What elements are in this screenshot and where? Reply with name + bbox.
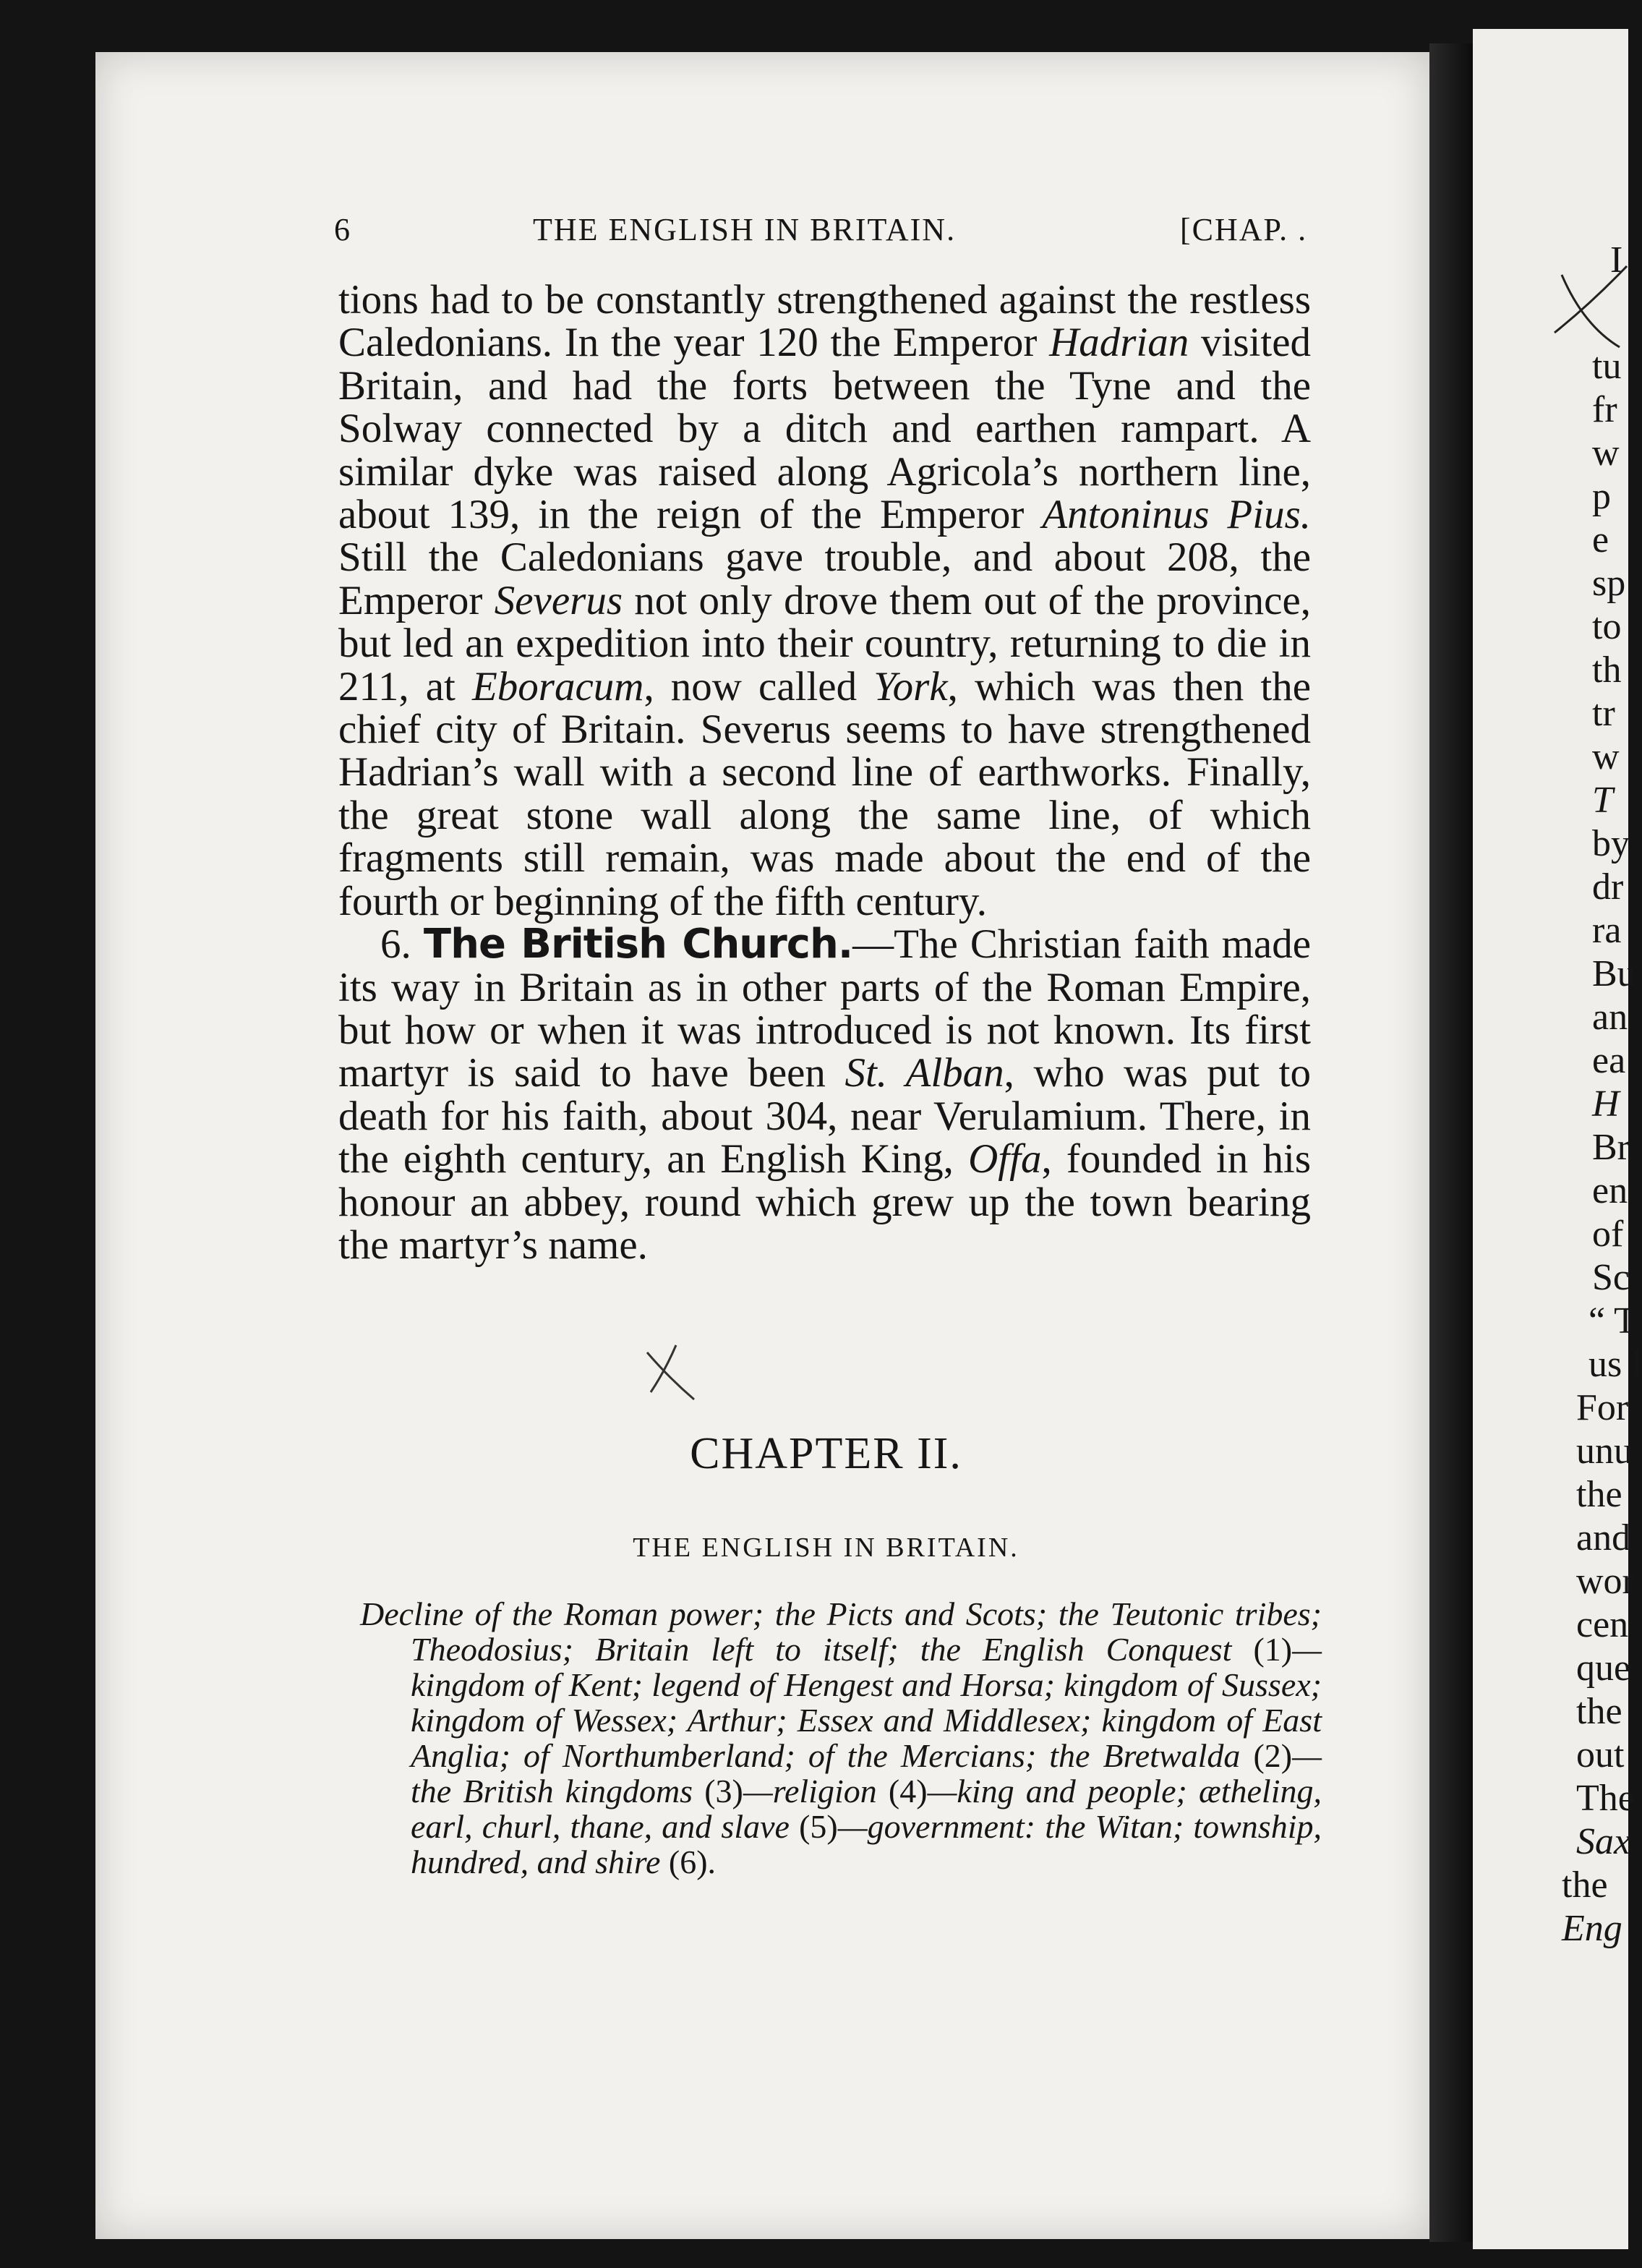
running-title: THE ENGLISH IN BRITAIN. xyxy=(533,212,957,247)
facing-page-fragment: an xyxy=(1592,997,1628,1038)
facing-page-fragment: tu xyxy=(1592,346,1622,387)
facing-page-fragment: wor xyxy=(1576,1561,1635,1602)
facing-page-fragment: Sax xyxy=(1576,1821,1631,1862)
text-run: visited Britain, and had the forts between the Tyne and the Solway connected by a ditch and earthen rampart. A similar dyke was raised along Agricola’s northern line, about 139, in the reign of the Emperor xyxy=(338,320,1311,538)
paragraph-roman-walls xyxy=(338,278,1311,923)
facing-page-fragment: cen xyxy=(1576,1604,1629,1645)
facing-page-fragment: que xyxy=(1576,1647,1631,1689)
name-hadrian: Hadrian xyxy=(1049,320,1189,366)
text-run: —the British kingdoms xyxy=(411,1737,1322,1809)
facing-page-fragment: I xyxy=(1610,239,1623,281)
chapter-title: CHAPTER II. xyxy=(690,1429,962,1478)
facing-page-fragment: the xyxy=(1576,1691,1622,1732)
section-heading: The British Church. xyxy=(423,921,853,968)
facing-page-fragment: sp xyxy=(1592,563,1626,604)
facing-page-fragment: of xyxy=(1592,1214,1624,1255)
facing-page-fragment: w xyxy=(1592,736,1620,777)
pencil-x-mark-icon xyxy=(1547,260,1628,354)
facing-page-fragment: fr xyxy=(1592,389,1617,430)
name-antoninus-pius: Antoninus Pius. xyxy=(1042,492,1312,538)
section-ref: (2) xyxy=(1253,1737,1293,1774)
facing-page-fragment: th xyxy=(1592,649,1622,691)
name-st-alban: St. Alban xyxy=(844,1050,1004,1096)
text-run: —religion xyxy=(743,1773,889,1809)
body-text xyxy=(338,278,1311,1266)
facing-page-fragment: e xyxy=(1592,519,1609,560)
page-header xyxy=(334,211,1346,262)
name-york: York xyxy=(873,663,948,709)
section-british-church xyxy=(338,923,1311,1266)
text-run: tions had to be constantly strengthened against the restless Caledonians. In the year 120 the Emperor xyxy=(338,277,1311,366)
facing-page-fragment: ra xyxy=(1592,910,1622,951)
section-number: 6. xyxy=(380,921,411,968)
page-number: 6 xyxy=(334,212,351,247)
facing-page-fragment: H xyxy=(1592,1083,1620,1125)
facing-page-fragment: dr xyxy=(1592,866,1624,908)
text-run: Decline of the Roman power; the Picts and Scots; the Teutonic tribes; Theodosius; Britain left to itself; the English Conquest xyxy=(360,1595,1322,1668)
facing-page-fragment: the xyxy=(1576,1474,1622,1515)
facing-page-fragment: the xyxy=(1562,1864,1608,1906)
facing-page-fragment: to xyxy=(1592,606,1622,647)
facing-page-fragment: by xyxy=(1592,823,1630,864)
name-eboracum: Eboracum xyxy=(471,663,644,709)
text-run: , founded in his honour an abbey, round which grew up the town bearing the martyr’s name. xyxy=(338,1136,1311,1268)
facing-page-fragment: and xyxy=(1576,1517,1631,1559)
page-gutter xyxy=(1429,43,1473,2242)
section-ref: (4) xyxy=(888,1773,928,1809)
facing-page-fragment: w xyxy=(1592,432,1620,474)
text-run: —kingdom of Kent; legend of Hengest and Horsa; kingdom of Sussex; kingdom of Wessex; Arthur; Essex and Middlesex; kingdom of East Anglia; of Northumberland; of the Mercians; the Bretwalda xyxy=(411,1631,1322,1774)
name-severus: Severus xyxy=(494,577,623,623)
facing-page-fragment: p xyxy=(1592,476,1611,517)
facing-page-fragment: Eng xyxy=(1562,1908,1622,1949)
section-ref: (5) xyxy=(799,1808,838,1845)
text-run: —government: the Witan; township, hundred, and shire xyxy=(411,1808,1322,1880)
facing-page-fragment: us l xyxy=(1588,1344,1642,1385)
facing-page-fragment: ea xyxy=(1592,1040,1626,1081)
chapter-synopsis xyxy=(360,1596,1322,1880)
section-ref: (6) xyxy=(668,1843,708,1880)
chapter-marker: [CHAP. . xyxy=(1180,212,1308,247)
chapter-subtitle: THE ENGLISH IN BRITAIN. xyxy=(633,1532,1019,1563)
text-run: —king and people; ætheling, earl, churl, thane, and slave xyxy=(411,1773,1322,1845)
text-run: —The Christian faith made its way in Britain as in other parts of the Roman Empire, but how or when it was introduced is not known. Its first martyr is said to have been xyxy=(338,921,1312,1096)
facing-page-fragment: Sc xyxy=(1592,1257,1630,1298)
name-offa: Offa xyxy=(968,1136,1042,1182)
facing-page-edge xyxy=(1473,29,1642,2249)
text-run: . xyxy=(707,1843,717,1880)
facing-page-fragment: “ T xyxy=(1588,1300,1637,1342)
text-run: , now called xyxy=(643,663,874,709)
facing-page-fragment: For xyxy=(1576,1387,1629,1428)
facing-page-fragment: The xyxy=(1576,1778,1635,1819)
facing-page-fragment: unu xyxy=(1576,1431,1633,1472)
facing-page-fragment: en xyxy=(1592,1170,1628,1211)
text-run: , which was then the chief city of Britain. Severus seems to have strengthened Hadrian’s wall with a second line of earthworks. Finally, the great stone wall along the same line, of which fragments still remain, was made about the end of the fourth or beginning of the fifth century. xyxy=(338,663,1311,924)
facing-page-fragment: out xyxy=(1576,1734,1625,1775)
text-run: not only drove them out of the province, but led an expedition into their country, returning to die in 211, at xyxy=(338,577,1312,709)
text-run: Still the Caledonians gave trouble, and about 208, the Emperor xyxy=(338,534,1311,623)
text-run: , who was put to death for his faith, about 304, near Verulamium. There, in the eighth century, an English King, xyxy=(338,1050,1311,1182)
facing-page-fragment: Bu xyxy=(1592,953,1636,994)
facing-page-fragment: Br xyxy=(1592,1127,1630,1168)
section-ref: (3) xyxy=(704,1773,743,1809)
facing-page-fragment: T xyxy=(1592,780,1613,821)
section-ref: (1) xyxy=(1253,1631,1293,1668)
facing-page-fragment: tr xyxy=(1592,693,1615,734)
pencil-x-mark-icon xyxy=(636,1338,701,1403)
